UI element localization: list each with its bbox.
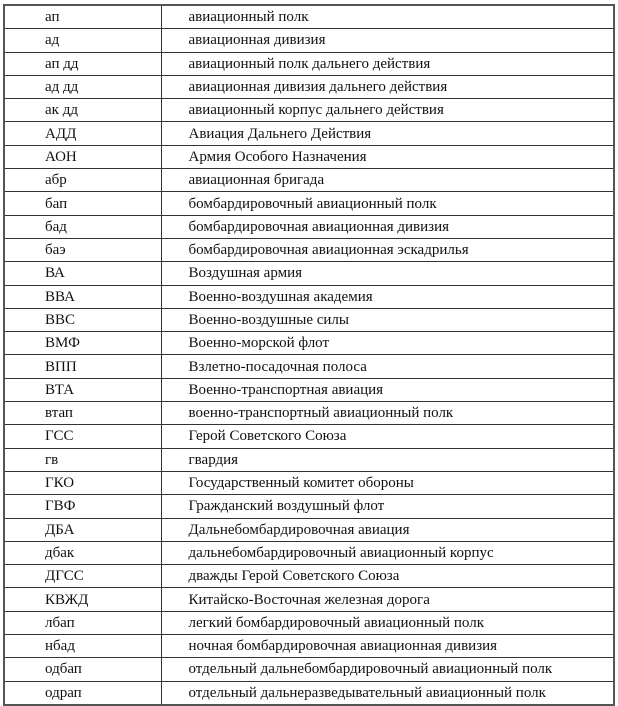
abbreviation-cell: нбад [4,635,161,658]
abbreviation-cell: дбак [4,541,161,564]
meaning-cell: Военно-морской флот [161,332,614,355]
table-row [4,285,614,308]
abbreviation-cell: ад дд [4,75,161,98]
meaning-cell: Военно-воздушная академия [161,285,614,308]
table-row [4,308,614,331]
meaning-cell: отдельный дальнебомбардировочный авиационный полк [161,658,614,681]
table-row [4,518,614,541]
table-row [4,215,614,238]
meaning-cell: авиационный полк [161,5,614,29]
abbreviations-table [3,4,615,706]
table-row [4,29,614,52]
meaning-cell: авиационный полк дальнего действия [161,52,614,75]
table-row [4,169,614,192]
abbreviation-cell: ГКО [4,471,161,494]
abbreviation-cell: баэ [4,238,161,261]
abbreviation-cell: ВПП [4,355,161,378]
abbreviation-cell: ДГСС [4,565,161,588]
meaning-cell: ночная бомбардировочная авиационная дивизия [161,635,614,658]
table-row [4,52,614,75]
table-row [4,658,614,681]
meaning-cell: авиационный корпус дальнего действия [161,99,614,122]
abbreviation-cell: ап [4,5,161,29]
table-row [4,145,614,168]
abbreviation-cell: втап [4,402,161,425]
table-row [4,355,614,378]
table-row [4,99,614,122]
meaning-cell: бомбардировочная авиационная дивизия [161,215,614,238]
meaning-cell: гвардия [161,448,614,471]
table-row [4,448,614,471]
abbreviation-cell: ад [4,29,161,52]
meaning-cell: дважды Герой Советского Союза [161,565,614,588]
meaning-cell: авиационная бригада [161,169,614,192]
abbreviation-cell: лбап [4,611,161,634]
table-row [4,681,614,705]
abbreviation-cell: ВВА [4,285,161,308]
abbreviation-cell: ВТА [4,378,161,401]
abbreviation-cell: КВЖД [4,588,161,611]
table-row [4,332,614,355]
meaning-cell: легкий бомбардировочный авиационный полк [161,611,614,634]
meaning-cell: дальнебомбардировочный авиационный корпус [161,541,614,564]
abbreviation-cell: гв [4,448,161,471]
meaning-cell: Авиация Дальнего Действия [161,122,614,145]
meaning-cell: бомбардировочный авиационный полк [161,192,614,215]
meaning-cell: авиационная дивизия [161,29,614,52]
meaning-cell: отдельный дальнеразведывательный авиационный полк [161,681,614,705]
abbreviation-cell: ап дд [4,52,161,75]
table-row [4,378,614,401]
table-row [4,238,614,261]
abbreviation-cell: бад [4,215,161,238]
table-row [4,425,614,448]
table-row [4,635,614,658]
meaning-cell: Военно-транспортная авиация [161,378,614,401]
meaning-cell: Военно-воздушные силы [161,308,614,331]
table-row [4,565,614,588]
table-row [4,471,614,494]
meaning-cell: авиационная дивизия дальнего действия [161,75,614,98]
meaning-cell: военно-транспортный авиационный полк [161,402,614,425]
table-row [4,541,614,564]
table-row [4,122,614,145]
meaning-cell: Герой Советского Союза [161,425,614,448]
abbreviation-cell: ВВС [4,308,161,331]
meaning-cell: Воздушная армия [161,262,614,285]
table-row [4,5,614,29]
table-row [4,75,614,98]
table-row [4,611,614,634]
abbreviation-cell: одрап [4,681,161,705]
abbreviation-cell: ДБА [4,518,161,541]
meaning-cell: Армия Особого Назначения [161,145,614,168]
abbreviations-table-body [4,5,614,705]
meaning-cell: Государственный комитет обороны [161,471,614,494]
abbreviation-cell: ак дд [4,99,161,122]
abbreviation-cell: АОН [4,145,161,168]
abbreviation-cell: ГВФ [4,495,161,518]
abbreviation-cell: ГСС [4,425,161,448]
meaning-cell: бомбардировочная авиационная эскадрилья [161,238,614,261]
meaning-cell: Китайско-Восточная железная дорога [161,588,614,611]
abbreviation-cell: АДД [4,122,161,145]
abbreviation-cell: ВА [4,262,161,285]
abbreviation-cell: бап [4,192,161,215]
meaning-cell: Взлетно-посадочная полоса [161,355,614,378]
abbreviation-cell: одбап [4,658,161,681]
abbreviation-cell: абр [4,169,161,192]
abbreviation-cell: ВМФ [4,332,161,355]
meaning-cell: Гражданский воздушный флот [161,495,614,518]
table-row [4,192,614,215]
table-row [4,588,614,611]
table-row [4,495,614,518]
meaning-cell: Дальнебомбардировочная авиация [161,518,614,541]
table-row [4,402,614,425]
table-row [4,262,614,285]
